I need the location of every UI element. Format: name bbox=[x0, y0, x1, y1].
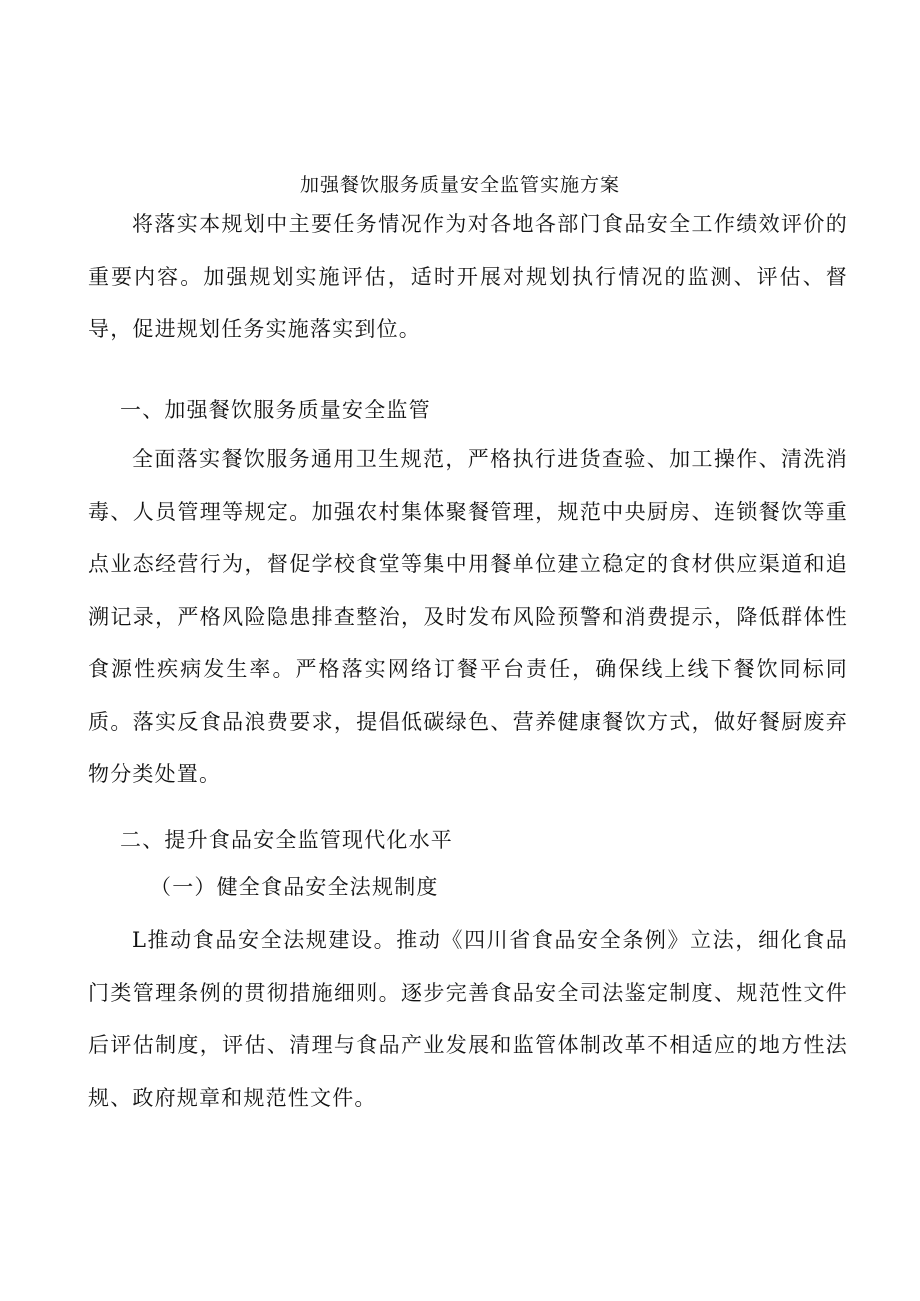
section2-body: L推动食品安全法规建设。推动《四川省食品安全条例》立法，细化食品门类管理条例的贯彻措施细则。逐步完善食品安全司法鉴定制度、规范性文件后评估制度，评估、清理与食品产业发展和监管体制改革不相适应的地方性法规、政府规章和规范性文件。 bbox=[88, 928, 848, 1110]
section2-subheading: （一）健全食品安全法规制度 bbox=[150, 875, 439, 899]
intro-paragraph: 将落实本规划中主要任务情况作为对各地各部门食品安全工作绩效评价的重要内容。加强规划实施评估，适时开展对规划执行情况的监测、评估、督导，促进规划任务实施落实到位。 bbox=[88, 212, 848, 341]
section2-heading: 二、提升食品安全监管现代化水平 bbox=[120, 828, 453, 852]
document-title: 加强餐饮服务质量安全监管实施方案 bbox=[299, 174, 620, 196]
section1-body: 全面落实餐饮服务通用卫生规范，严格执行进货查验、加工操作、清洗消毒、人员管理等规定。加强农村集体聚餐管理，规范中央厨房、连锁餐饮等重点业态经营行为，督促学校食堂等集中用餐单位建立稳定的食材供应渠道和追溯记录，严格风险隐患排查整治，及时发布风险预警和消费提示，降低群体性食源性疾病发生率。严格落实网络订餐平台责任，确保线上线下餐饮同标同质。落实反食品浪费要求，提倡低碳绿色、营养健康餐饮方式，做好餐厨废弃物分类处置。 bbox=[88, 447, 848, 786]
section1-heading: 一、加强餐饮服务质量安全监管 bbox=[120, 398, 431, 422]
